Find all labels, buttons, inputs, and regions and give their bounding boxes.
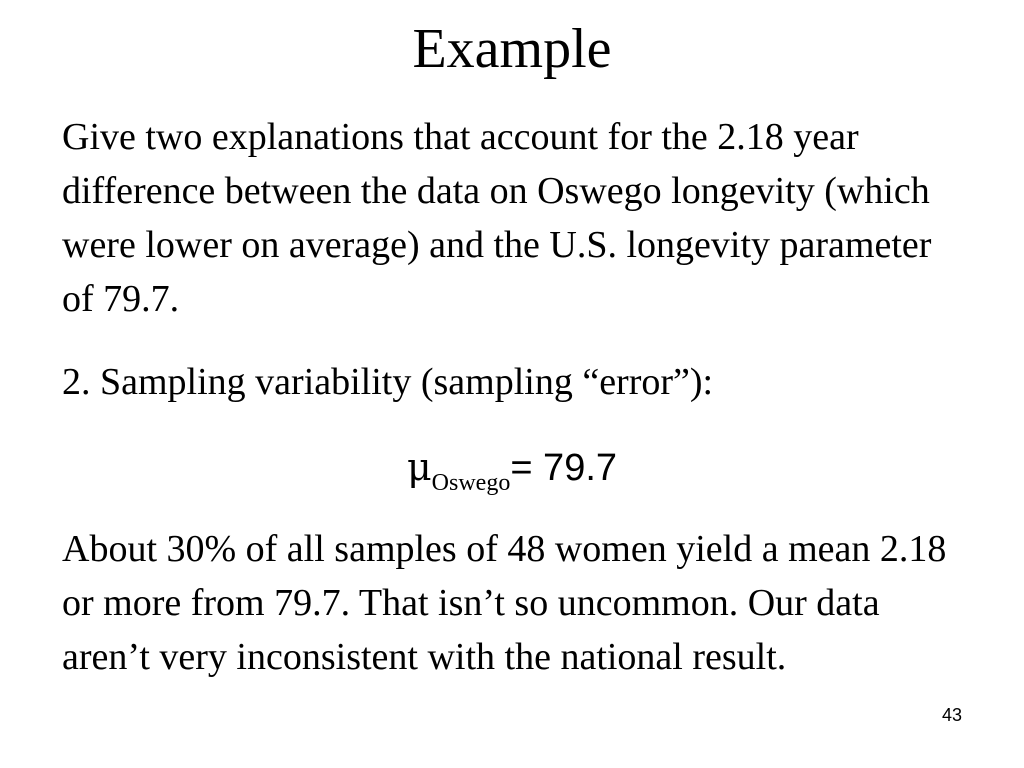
slide-title: Example — [412, 18, 612, 80]
point-heading: 2. Sampling variability (sampling “error”): — [62, 361, 714, 403]
page-number: 43 — [941, 705, 962, 725]
mu-symbol: μ — [406, 445, 432, 489]
mean-formula — [0, 440, 1024, 495]
question-paragraph: Give two explanations that account for the 2.18 year difference between the data on Oswego longevity (which were lower on average) and the U.S. longevity parameter of 79.7. — [62, 116, 932, 320]
conclusion-paragraph: About 30% of all samples of 48 women yield a mean 2.18 or more from 79.7. That isn’t so uncommon. Our data aren’t very inconsistent with the national result. — [62, 528, 947, 678]
formula-value: = 79.7 — [510, 447, 618, 489]
formula-subscript: Oswego — [431, 470, 511, 496]
